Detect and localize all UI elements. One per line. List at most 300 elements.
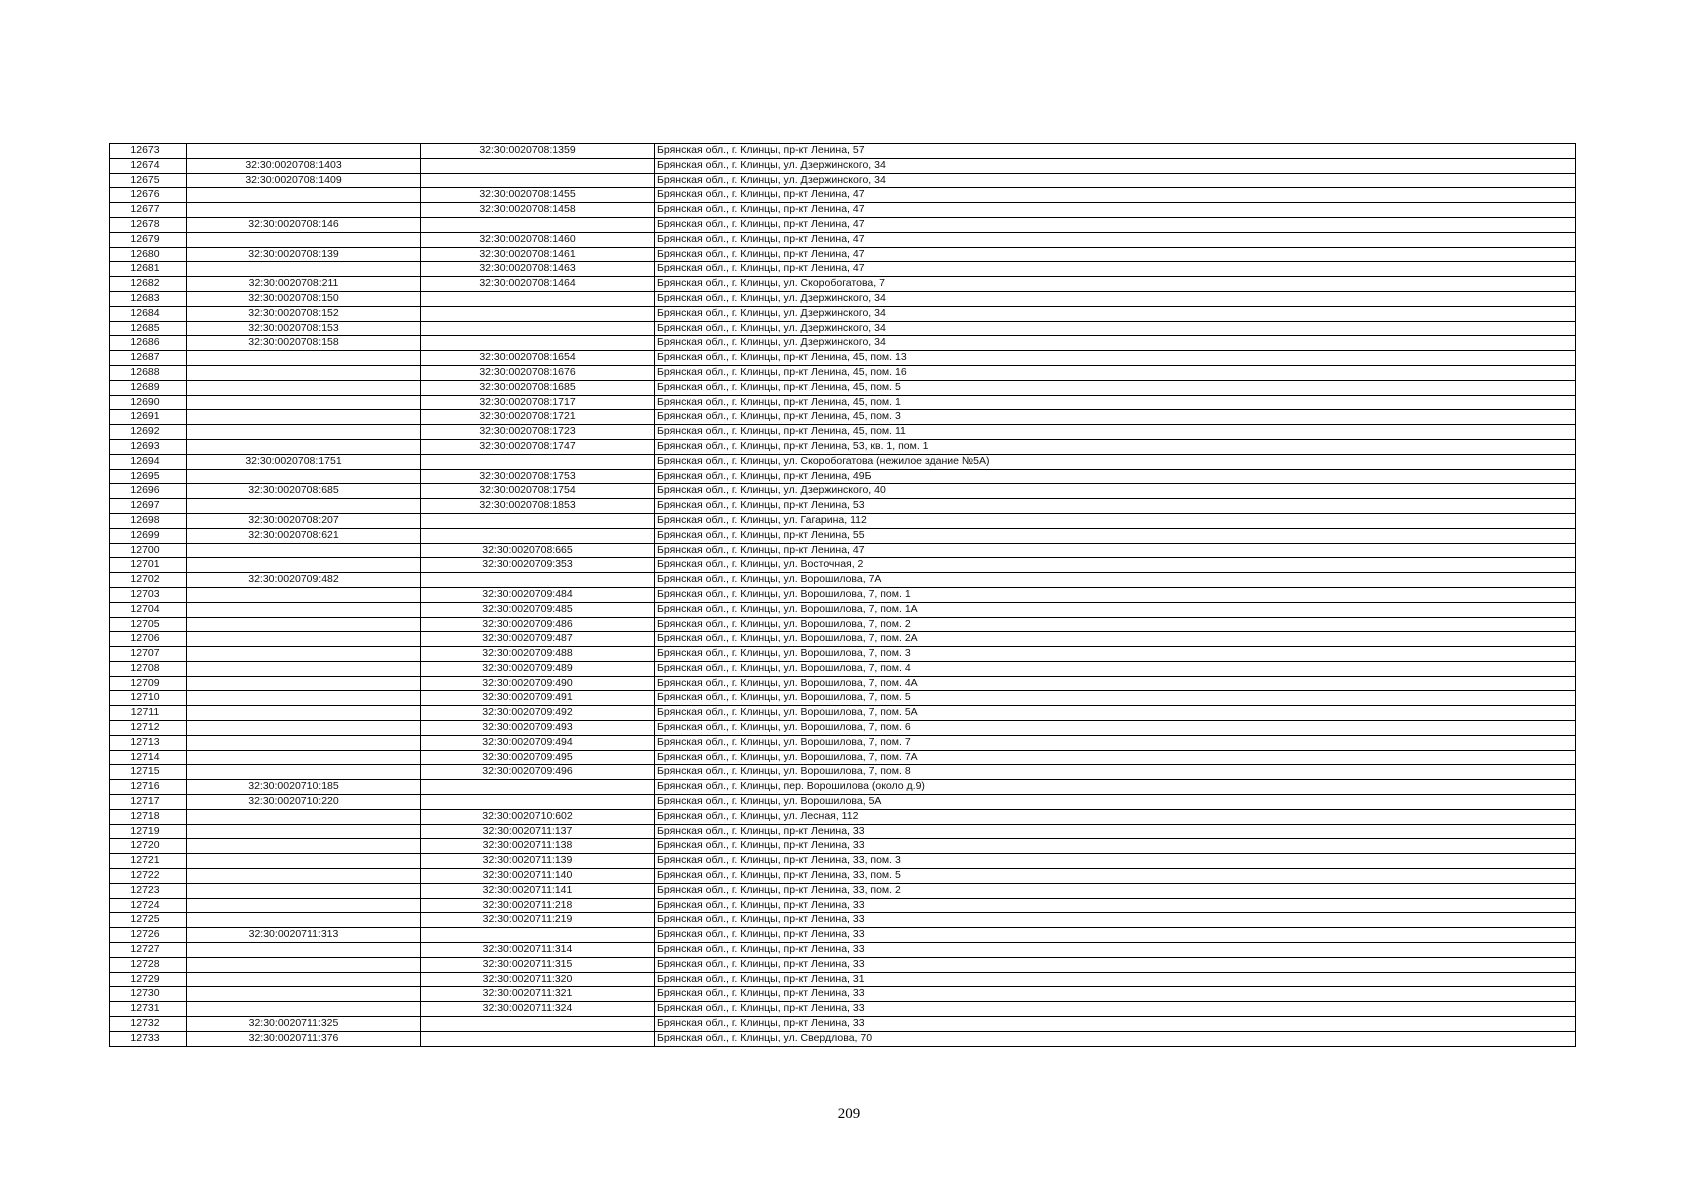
parcel-cadastral-number-cell [187, 661, 421, 676]
row-number-cell: 12709 [110, 676, 187, 691]
building-cadastral-number-cell: 32:30:0020709:484 [421, 587, 655, 602]
row-number-cell: 12724 [110, 898, 187, 913]
row-number-cell: 12725 [110, 913, 187, 928]
row-number-cell: 12678 [110, 217, 187, 232]
address-cell: Брянская обл., г. Клинцы, ул. Ворошилова, 7, пом. 3 [655, 647, 1576, 662]
row-number-cell: 12686 [110, 336, 187, 351]
row-number-cell: 12677 [110, 203, 187, 218]
address-cell: Брянская обл., г. Клинцы, пер. Ворошилова (около д.9) [655, 780, 1576, 795]
table-row [110, 321, 1576, 336]
table-row [110, 439, 1576, 454]
building-cadastral-number-cell: 32:30:0020710:602 [421, 809, 655, 824]
parcel-cadastral-number-cell [187, 1002, 421, 1017]
address-cell: Брянская обл., г. Клинцы, пр-кт Ленина, 49Б [655, 469, 1576, 484]
address-cell: Брянская обл., г. Клинцы, ул. Ворошилова, 7, пом. 7 [655, 735, 1576, 750]
row-number-cell: 12674 [110, 158, 187, 173]
building-cadastral-number-cell: 32:30:0020711:324 [421, 1002, 655, 1017]
row-number-cell: 12681 [110, 262, 187, 277]
building-cadastral-number-cell [421, 795, 655, 810]
table-row [110, 573, 1576, 588]
building-cadastral-number-cell: 32:30:0020711:141 [421, 883, 655, 898]
address-cell: Брянская обл., г. Клинцы, пр-кт Ленина, 33 [655, 1002, 1576, 1017]
row-number-cell: 12703 [110, 587, 187, 602]
parcel-cadastral-number-cell: 32:30:0020711:313 [187, 928, 421, 943]
parcel-cadastral-number-cell: 32:30:0020708:211 [187, 277, 421, 292]
table-row [110, 499, 1576, 514]
table-row [110, 410, 1576, 425]
row-number-cell: 12729 [110, 972, 187, 987]
address-cell: Брянская обл., г. Клинцы, пр-кт Ленина, 45, пом. 3 [655, 410, 1576, 425]
parcel-cadastral-number-cell [187, 395, 421, 410]
table-row [110, 750, 1576, 765]
parcel-cadastral-number-cell: 32:30:0020708:1409 [187, 173, 421, 188]
table-row [110, 617, 1576, 632]
building-cadastral-number-cell [421, 217, 655, 232]
building-cadastral-number-cell: 32:30:0020708:1676 [421, 365, 655, 380]
parcel-cadastral-number-cell: 32:30:0020708:146 [187, 217, 421, 232]
building-cadastral-number-cell: 32:30:0020711:321 [421, 987, 655, 1002]
building-cadastral-number-cell: 32:30:0020711:218 [421, 898, 655, 913]
parcel-cadastral-number-cell [187, 691, 421, 706]
table-row [110, 380, 1576, 395]
building-cadastral-number-cell: 32:30:0020709:485 [421, 602, 655, 617]
row-number-cell: 12705 [110, 617, 187, 632]
parcel-cadastral-number-cell [187, 750, 421, 765]
address-cell: Брянская обл., г. Клинцы, пр-кт Ленина, 33 [655, 839, 1576, 854]
table-row [110, 1002, 1576, 1017]
table-row [110, 676, 1576, 691]
row-number-cell: 12704 [110, 602, 187, 617]
building-cadastral-number-cell: 32:30:0020711:219 [421, 913, 655, 928]
row-number-cell: 12723 [110, 883, 187, 898]
row-number-cell: 12699 [110, 528, 187, 543]
address-cell: Брянская обл., г. Клинцы, пр-кт Ленина, 33 [655, 898, 1576, 913]
parcel-cadastral-number-cell [187, 469, 421, 484]
row-number-cell: 12676 [110, 188, 187, 203]
building-cadastral-number-cell: 32:30:0020708:1458 [421, 203, 655, 218]
row-number-cell: 12711 [110, 706, 187, 721]
address-cell: Брянская обл., г. Клинцы, ул. Ворошилова, 7, пом. 5 [655, 691, 1576, 706]
building-cadastral-number-cell: 32:30:0020709:490 [421, 676, 655, 691]
building-cadastral-number-cell [421, 528, 655, 543]
address-cell: Брянская обл., г. Клинцы, ул. Ворошилова, 7, пом. 2 [655, 617, 1576, 632]
parcel-cadastral-number-cell: 32:30:0020708:158 [187, 336, 421, 351]
row-number-cell: 12692 [110, 425, 187, 440]
building-cadastral-number-cell [421, 173, 655, 188]
table-row [110, 454, 1576, 469]
table-row [110, 824, 1576, 839]
table-row [110, 943, 1576, 958]
address-cell: Брянская обл., г. Клинцы, пр-кт Ленина, 45, пом. 16 [655, 365, 1576, 380]
building-cadastral-number-cell: 32:30:0020711:138 [421, 839, 655, 854]
row-number-cell: 12714 [110, 750, 187, 765]
table-row [110, 558, 1576, 573]
address-cell: Брянская обл., г. Клинцы, ул. Гагарина, 112 [655, 513, 1576, 528]
table-row [110, 232, 1576, 247]
building-cadastral-number-cell: 32:30:0020709:494 [421, 735, 655, 750]
parcel-cadastral-number-cell [187, 735, 421, 750]
table-row [110, 217, 1576, 232]
parcel-cadastral-number-cell: 32:30:0020710:185 [187, 780, 421, 795]
row-number-cell: 12733 [110, 1031, 187, 1046]
parcel-cadastral-number-cell [187, 380, 421, 395]
parcel-cadastral-number-cell [187, 499, 421, 514]
address-cell: Брянская обл., г. Клинцы, пр-кт Ленина, 33 [655, 957, 1576, 972]
table-row [110, 365, 1576, 380]
page-number: 209 [837, 1106, 861, 1122]
table-row [110, 780, 1576, 795]
table-row [110, 484, 1576, 499]
address-cell: Брянская обл., г. Клинцы, пр-кт Ленина, 47 [655, 203, 1576, 218]
parcel-cadastral-number-cell: 32:30:0020708:207 [187, 513, 421, 528]
building-cadastral-number-cell [421, 291, 655, 306]
parcel-cadastral-number-cell [187, 869, 421, 884]
parcel-cadastral-number-cell [187, 410, 421, 425]
parcel-cadastral-number-cell [187, 676, 421, 691]
parcel-cadastral-number-cell: 32:30:0020710:220 [187, 795, 421, 810]
building-cadastral-number-cell: 32:30:0020708:1461 [421, 247, 655, 262]
table-row [110, 543, 1576, 558]
address-cell: Брянская обл., г. Клинцы, пр-кт Ленина, 33 [655, 1017, 1576, 1032]
table-row [110, 854, 1576, 869]
table-row [110, 735, 1576, 750]
parcel-cadastral-number-cell [187, 957, 421, 972]
address-cell: Брянская обл., г. Клинцы, пр-кт Ленина, 47 [655, 188, 1576, 203]
table-row [110, 795, 1576, 810]
address-cell: Брянская обл., г. Клинцы, пр-кт Ленина, 47 [655, 543, 1576, 558]
parcel-cadastral-number-cell: 32:30:0020708:153 [187, 321, 421, 336]
address-cell: Брянская обл., г. Клинцы, ул. Ворошилова, 7, пом. 5А [655, 706, 1576, 721]
table-row [110, 469, 1576, 484]
row-number-cell: 12730 [110, 987, 187, 1002]
address-cell: Брянская обл., г. Клинцы, ул. Ворошилова, 7, пом. 4А [655, 676, 1576, 691]
parcel-cadastral-number-cell [187, 365, 421, 380]
table-row [110, 188, 1576, 203]
building-cadastral-number-cell [421, 158, 655, 173]
parcel-cadastral-number-cell [187, 425, 421, 440]
building-cadastral-number-cell [421, 321, 655, 336]
address-cell: Брянская обл., г. Клинцы, ул. Ворошилова, 7, пом. 2А [655, 632, 1576, 647]
table-row [110, 158, 1576, 173]
parcel-cadastral-number-cell [187, 558, 421, 573]
address-cell: Брянская обл., г. Клинцы, ул. Дзержинского, 34 [655, 306, 1576, 321]
table-row [110, 928, 1576, 943]
building-cadastral-number-cell [421, 513, 655, 528]
parcel-cadastral-number-cell [187, 839, 421, 854]
row-number-cell: 12673 [110, 144, 187, 159]
parcel-cadastral-number-cell [187, 647, 421, 662]
table-row [110, 247, 1576, 262]
row-number-cell: 12685 [110, 321, 187, 336]
address-cell: Брянская обл., г. Клинцы, пр-кт Ленина, 55 [655, 528, 1576, 543]
address-cell: Брянская обл., г. Клинцы, пр-кт Ленина, 47 [655, 232, 1576, 247]
row-number-cell: 12683 [110, 291, 187, 306]
parcel-cadastral-number-cell [187, 854, 421, 869]
cadastral-register-table [109, 143, 1576, 1047]
building-cadastral-number-cell: 32:30:0020709:487 [421, 632, 655, 647]
row-number-cell: 12695 [110, 469, 187, 484]
parcel-cadastral-number-cell [187, 262, 421, 277]
address-cell: Брянская обл., г. Клинцы, пр-кт Ленина, 53 [655, 499, 1576, 514]
address-cell: Брянская обл., г. Клинцы, ул. Ворошилова, 7, пом. 1А [655, 602, 1576, 617]
address-cell: Брянская обл., г. Клинцы, ул. Восточная, 2 [655, 558, 1576, 573]
building-cadastral-number-cell [421, 454, 655, 469]
building-cadastral-number-cell: 32:30:0020708:1721 [421, 410, 655, 425]
parcel-cadastral-number-cell [187, 188, 421, 203]
row-number-cell: 12702 [110, 573, 187, 588]
building-cadastral-number-cell [421, 1031, 655, 1046]
address-cell: Брянская обл., г. Клинцы, ул. Дзержинского, 34 [655, 291, 1576, 306]
building-cadastral-number-cell: 32:30:0020708:1754 [421, 484, 655, 499]
address-cell: Брянская обл., г. Клинцы, пр-кт Ленина, 33, пом. 2 [655, 883, 1576, 898]
address-cell: Брянская обл., г. Клинцы, пр-кт Ленина, 33, пом. 3 [655, 854, 1576, 869]
address-cell: Брянская обл., г. Клинцы, пр-кт Ленина, 33 [655, 913, 1576, 928]
row-number-cell: 12727 [110, 943, 187, 958]
table-row [110, 898, 1576, 913]
parcel-cadastral-number-cell [187, 721, 421, 736]
table-row [110, 706, 1576, 721]
parcel-cadastral-number-cell [187, 706, 421, 721]
row-number-cell: 12690 [110, 395, 187, 410]
address-cell: Брянская обл., г. Клинцы, пр-кт Ленина, 45, пом. 1 [655, 395, 1576, 410]
row-number-cell: 12697 [110, 499, 187, 514]
building-cadastral-number-cell: 32:30:0020708:1723 [421, 425, 655, 440]
row-number-cell: 12731 [110, 1002, 187, 1017]
address-cell: Брянская обл., г. Клинцы, ул. Ворошилова, 7, пом. 7А [655, 750, 1576, 765]
row-number-cell: 12707 [110, 647, 187, 662]
table-row [110, 262, 1576, 277]
address-cell: Брянская обл., г. Клинцы, пр-кт Ленина, 33 [655, 987, 1576, 1002]
register-table-body [110, 144, 1576, 1047]
row-number-cell: 12720 [110, 839, 187, 854]
parcel-cadastral-number-cell [187, 824, 421, 839]
building-cadastral-number-cell: 32:30:0020709:495 [421, 750, 655, 765]
address-cell: Брянская обл., г. Клинцы, пр-кт Ленина, 53, кв. 1, пом. 1 [655, 439, 1576, 454]
table-row [110, 661, 1576, 676]
building-cadastral-number-cell: 32:30:0020709:492 [421, 706, 655, 721]
row-number-cell: 12696 [110, 484, 187, 499]
table-row [110, 291, 1576, 306]
building-cadastral-number-cell: 32:30:0020709:488 [421, 647, 655, 662]
building-cadastral-number-cell: 32:30:0020709:491 [421, 691, 655, 706]
building-cadastral-number-cell: 32:30:0020709:486 [421, 617, 655, 632]
building-cadastral-number-cell [421, 573, 655, 588]
row-number-cell: 12698 [110, 513, 187, 528]
address-cell: Брянская обл., г. Клинцы, пр-кт Ленина, 45, пом. 13 [655, 351, 1576, 366]
table-row [110, 425, 1576, 440]
parcel-cadastral-number-cell [187, 617, 421, 632]
table-row [110, 647, 1576, 662]
row-number-cell: 12715 [110, 765, 187, 780]
row-number-cell: 12717 [110, 795, 187, 810]
building-cadastral-number-cell [421, 928, 655, 943]
table-row [110, 632, 1576, 647]
address-cell: Брянская обл., г. Клинцы, ул. Дзержинского, 40 [655, 484, 1576, 499]
table-row [110, 691, 1576, 706]
parcel-cadastral-number-cell: 32:30:0020708:150 [187, 291, 421, 306]
building-cadastral-number-cell: 32:30:0020708:1460 [421, 232, 655, 247]
row-number-cell: 12728 [110, 957, 187, 972]
row-number-cell: 12726 [110, 928, 187, 943]
table-row [110, 173, 1576, 188]
parcel-cadastral-number-cell [187, 587, 421, 602]
row-number-cell: 12732 [110, 1017, 187, 1032]
table-row [110, 765, 1576, 780]
parcel-cadastral-number-cell: 32:30:0020708:621 [187, 528, 421, 543]
address-cell: Брянская обл., г. Клинцы, ул. Дзержинского, 34 [655, 336, 1576, 351]
row-number-cell: 12675 [110, 173, 187, 188]
parcel-cadastral-number-cell [187, 602, 421, 617]
table-row [110, 972, 1576, 987]
building-cadastral-number-cell: 32:30:0020711:314 [421, 943, 655, 958]
table-row [110, 869, 1576, 884]
building-cadastral-number-cell: 32:30:0020708:1455 [421, 188, 655, 203]
table-row [110, 528, 1576, 543]
parcel-cadastral-number-cell: 32:30:0020708:152 [187, 306, 421, 321]
table-row [110, 1031, 1576, 1046]
table-row [110, 351, 1576, 366]
address-cell: Брянская обл., г. Клинцы, ул. Ворошилова, 5А [655, 795, 1576, 810]
building-cadastral-number-cell: 32:30:0020711:320 [421, 972, 655, 987]
parcel-cadastral-number-cell: 32:30:0020708:139 [187, 247, 421, 262]
row-number-cell: 12688 [110, 365, 187, 380]
building-cadastral-number-cell: 32:30:0020709:353 [421, 558, 655, 573]
building-cadastral-number-cell: 32:30:0020708:1463 [421, 262, 655, 277]
row-number-cell: 12706 [110, 632, 187, 647]
building-cadastral-number-cell: 32:30:0020709:493 [421, 721, 655, 736]
building-cadastral-number-cell: 32:30:0020708:1753 [421, 469, 655, 484]
row-number-cell: 12701 [110, 558, 187, 573]
row-number-cell: 12708 [110, 661, 187, 676]
row-number-cell: 12716 [110, 780, 187, 795]
table-row [110, 913, 1576, 928]
address-cell: Брянская обл., г. Клинцы, пр-кт Ленина, 33 [655, 943, 1576, 958]
address-cell: Брянская обл., г. Клинцы, ул. Ворошилова, 7, пом. 4 [655, 661, 1576, 676]
building-cadastral-number-cell: 32:30:0020711:315 [421, 957, 655, 972]
building-cadastral-number-cell: 32:30:0020711:137 [421, 824, 655, 839]
parcel-cadastral-number-cell: 32:30:0020708:1403 [187, 158, 421, 173]
building-cadastral-number-cell: 32:30:0020711:139 [421, 854, 655, 869]
parcel-cadastral-number-cell [187, 883, 421, 898]
table-row [110, 336, 1576, 351]
row-number-cell: 12694 [110, 454, 187, 469]
building-cadastral-number-cell: 32:30:0020708:1654 [421, 351, 655, 366]
parcel-cadastral-number-cell [187, 765, 421, 780]
table-row [110, 395, 1576, 410]
row-number-cell: 12712 [110, 721, 187, 736]
row-number-cell: 12682 [110, 277, 187, 292]
address-cell: Брянская обл., г. Клинцы, ул. Ворошилова, 7, пом. 6 [655, 721, 1576, 736]
table-row [110, 1017, 1576, 1032]
parcel-cadastral-number-cell: 32:30:0020708:685 [187, 484, 421, 499]
building-cadastral-number-cell: 32:30:0020708:665 [421, 543, 655, 558]
table-row [110, 809, 1576, 824]
address-cell: Брянская обл., г. Клинцы, пр-кт Ленина, 47 [655, 217, 1576, 232]
parcel-cadastral-number-cell: 32:30:0020708:1751 [187, 454, 421, 469]
building-cadastral-number-cell [421, 1017, 655, 1032]
address-cell: Брянская обл., г. Клинцы, ул. Дзержинского, 34 [655, 321, 1576, 336]
table-row [110, 721, 1576, 736]
address-cell: Брянская обл., г. Клинцы, ул. Ворошилова, 7А [655, 573, 1576, 588]
row-number-cell: 12719 [110, 824, 187, 839]
address-cell: Брянская обл., г. Клинцы, ул. Скоробогатова (нежилое здание №5А) [655, 454, 1576, 469]
table-row [110, 277, 1576, 292]
address-cell: Брянская обл., г. Клинцы, пр-кт Ленина, 45, пом. 5 [655, 380, 1576, 395]
address-cell: Брянская обл., г. Клинцы, пр-кт Ленина, 47 [655, 262, 1576, 277]
parcel-cadastral-number-cell [187, 232, 421, 247]
parcel-cadastral-number-cell: 32:30:0020711:376 [187, 1031, 421, 1046]
parcel-cadastral-number-cell [187, 632, 421, 647]
parcel-cadastral-number-cell [187, 351, 421, 366]
row-number-cell: 12689 [110, 380, 187, 395]
row-number-cell: 12710 [110, 691, 187, 706]
address-cell: Брянская обл., г. Клинцы, пр-кт Ленина, 31 [655, 972, 1576, 987]
row-number-cell: 12680 [110, 247, 187, 262]
address-cell: Брянская обл., г. Клинцы, ул. Ворошилова, 7, пом. 8 [655, 765, 1576, 780]
building-cadastral-number-cell [421, 780, 655, 795]
table-row [110, 513, 1576, 528]
table-row [110, 883, 1576, 898]
parcel-cadastral-number-cell: 32:30:0020709:482 [187, 573, 421, 588]
address-cell: Брянская обл., г. Клинцы, пр-кт Ленина, 57 [655, 144, 1576, 159]
table-row [110, 987, 1576, 1002]
address-cell: Брянская обл., г. Клинцы, ул. Дзержинского, 34 [655, 173, 1576, 188]
parcel-cadastral-number-cell [187, 543, 421, 558]
address-cell: Брянская обл., г. Клинцы, ул. Скоробогатова, 7 [655, 277, 1576, 292]
parcel-cadastral-number-cell: 32:30:0020711:325 [187, 1017, 421, 1032]
table-row [110, 144, 1576, 159]
table-row [110, 203, 1576, 218]
row-number-cell: 12684 [110, 306, 187, 321]
table-row [110, 587, 1576, 602]
parcel-cadastral-number-cell [187, 898, 421, 913]
parcel-cadastral-number-cell [187, 987, 421, 1002]
row-number-cell: 12693 [110, 439, 187, 454]
address-cell: Брянская обл., г. Клинцы, пр-кт Ленина, 33 [655, 928, 1576, 943]
row-number-cell: 12687 [110, 351, 187, 366]
building-cadastral-number-cell: 32:30:0020709:489 [421, 661, 655, 676]
table-row [110, 602, 1576, 617]
building-cadastral-number-cell: 32:30:0020711:140 [421, 869, 655, 884]
address-cell: Брянская обл., г. Клинцы, ул. Дзержинского, 34 [655, 158, 1576, 173]
table-row [110, 839, 1576, 854]
address-cell: Брянская обл., г. Клинцы, пр-кт Ленина, 47 [655, 247, 1576, 262]
row-number-cell: 12691 [110, 410, 187, 425]
parcel-cadastral-number-cell [187, 144, 421, 159]
parcel-cadastral-number-cell [187, 972, 421, 987]
parcel-cadastral-number-cell [187, 439, 421, 454]
row-number-cell: 12700 [110, 543, 187, 558]
parcel-cadastral-number-cell [187, 913, 421, 928]
parcel-cadastral-number-cell [187, 203, 421, 218]
building-cadastral-number-cell: 32:30:0020708:1685 [421, 380, 655, 395]
address-cell: Брянская обл., г. Клинцы, ул. Ворошилова, 7, пом. 1 [655, 587, 1576, 602]
parcel-cadastral-number-cell [187, 943, 421, 958]
address-cell: Брянская обл., г. Клинцы, ул. Свердлова, 70 [655, 1031, 1576, 1046]
address-cell: Брянская обл., г. Клинцы, ул. Лесная, 112 [655, 809, 1576, 824]
building-cadastral-number-cell: 32:30:0020708:1853 [421, 499, 655, 514]
building-cadastral-number-cell [421, 306, 655, 321]
building-cadastral-number-cell: 32:30:0020708:1359 [421, 144, 655, 159]
row-number-cell: 12718 [110, 809, 187, 824]
table-row [110, 306, 1576, 321]
building-cadastral-number-cell: 32:30:0020708:1464 [421, 277, 655, 292]
address-cell: Брянская обл., г. Клинцы, пр-кт Ленина, 33, пом. 5 [655, 869, 1576, 884]
table-row [110, 957, 1576, 972]
row-number-cell: 12722 [110, 869, 187, 884]
address-cell: Брянская обл., г. Клинцы, пр-кт Ленина, 45, пом. 11 [655, 425, 1576, 440]
row-number-cell: 12713 [110, 735, 187, 750]
